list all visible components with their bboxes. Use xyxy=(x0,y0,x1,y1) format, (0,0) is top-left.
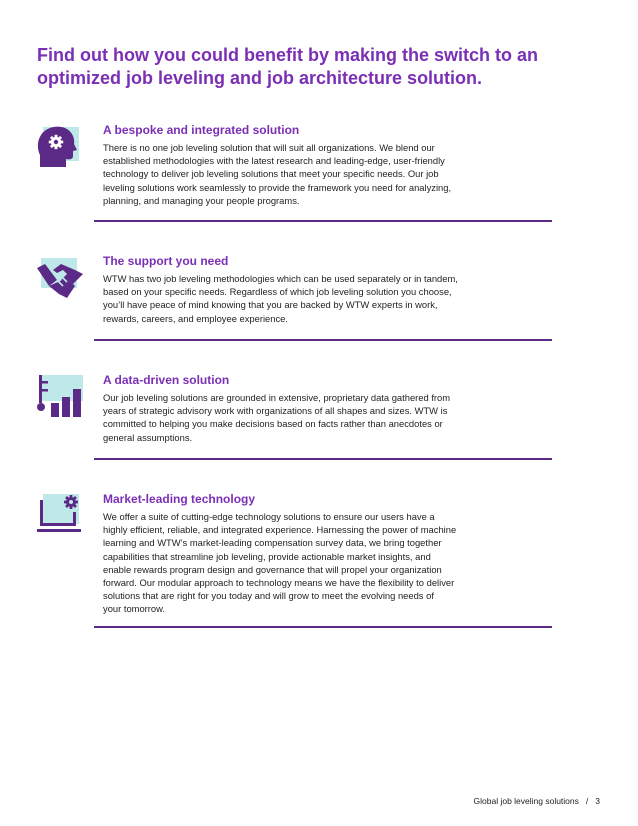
page-number: 3 xyxy=(595,796,600,806)
section-title: A data-driven solution xyxy=(103,373,230,387)
data-bar-chart-icon xyxy=(37,373,83,419)
head-gear-icon xyxy=(37,123,83,169)
section-title: The support you need xyxy=(103,254,229,268)
section-title: Market-leading technology xyxy=(103,492,256,506)
footer-separator: / xyxy=(585,796,589,806)
laptop-gear-icon xyxy=(37,492,83,538)
section-body: We offer a suite of cutting-edge technology solutions to ensure our users have a highly efficient, reliable, and integrated experience. Harnessing the power of machine learning and WTW’s market-leading compensation survey data, we bring together capabilities that streamline job leveling, provide actionable market insights, and enable rewards program design and governance that will propel your organization forward. Our modular approach to technology means we have the flexibility to deliver solutions that are right for you today and will grow to meet the evolving needs of your tomorrow. xyxy=(103,511,457,615)
section-divider xyxy=(94,458,552,460)
handshake-icon xyxy=(37,254,83,300)
section-body: Our job leveling solutions are grounded in extensive, proprietary data gathered from years of strategic advisory work with organizations of all shapes and sizes. WTW is committed to helping you make decisions based on facts rather than anecdotes or general assumptions. xyxy=(103,392,451,443)
page-headline: Find out how you could benefit by making the switch to an optimized job leveling and job architecture solution. xyxy=(37,45,539,88)
section-title: A bespoke and integrated solution xyxy=(103,123,300,137)
section-divider xyxy=(94,339,552,341)
section-body: There is no one job leveling solution that will suit all organizations. We blend our established methodologies with the latest research and leading-edge, user-friendly technology to deliver job leveling solutions that meet your specific needs. Our job leveling solutions work seamlessly to provide the framework you need for analyzing, planning, and managing your people programs. xyxy=(103,142,452,206)
footer-title: Global job leveling solutions xyxy=(473,796,579,806)
section-divider xyxy=(94,626,552,628)
section-divider xyxy=(94,220,552,222)
section-body: WTW has two job leveling methodologies which can be used separately or in tandem, based on your specific needs. Regardless of which job leveling solution you choose, you’ll have peace of mind knowing that you are backed by WTW experts in work, rewards, careers, and employee experience. xyxy=(103,273,458,324)
page-footer xyxy=(474,796,600,806)
